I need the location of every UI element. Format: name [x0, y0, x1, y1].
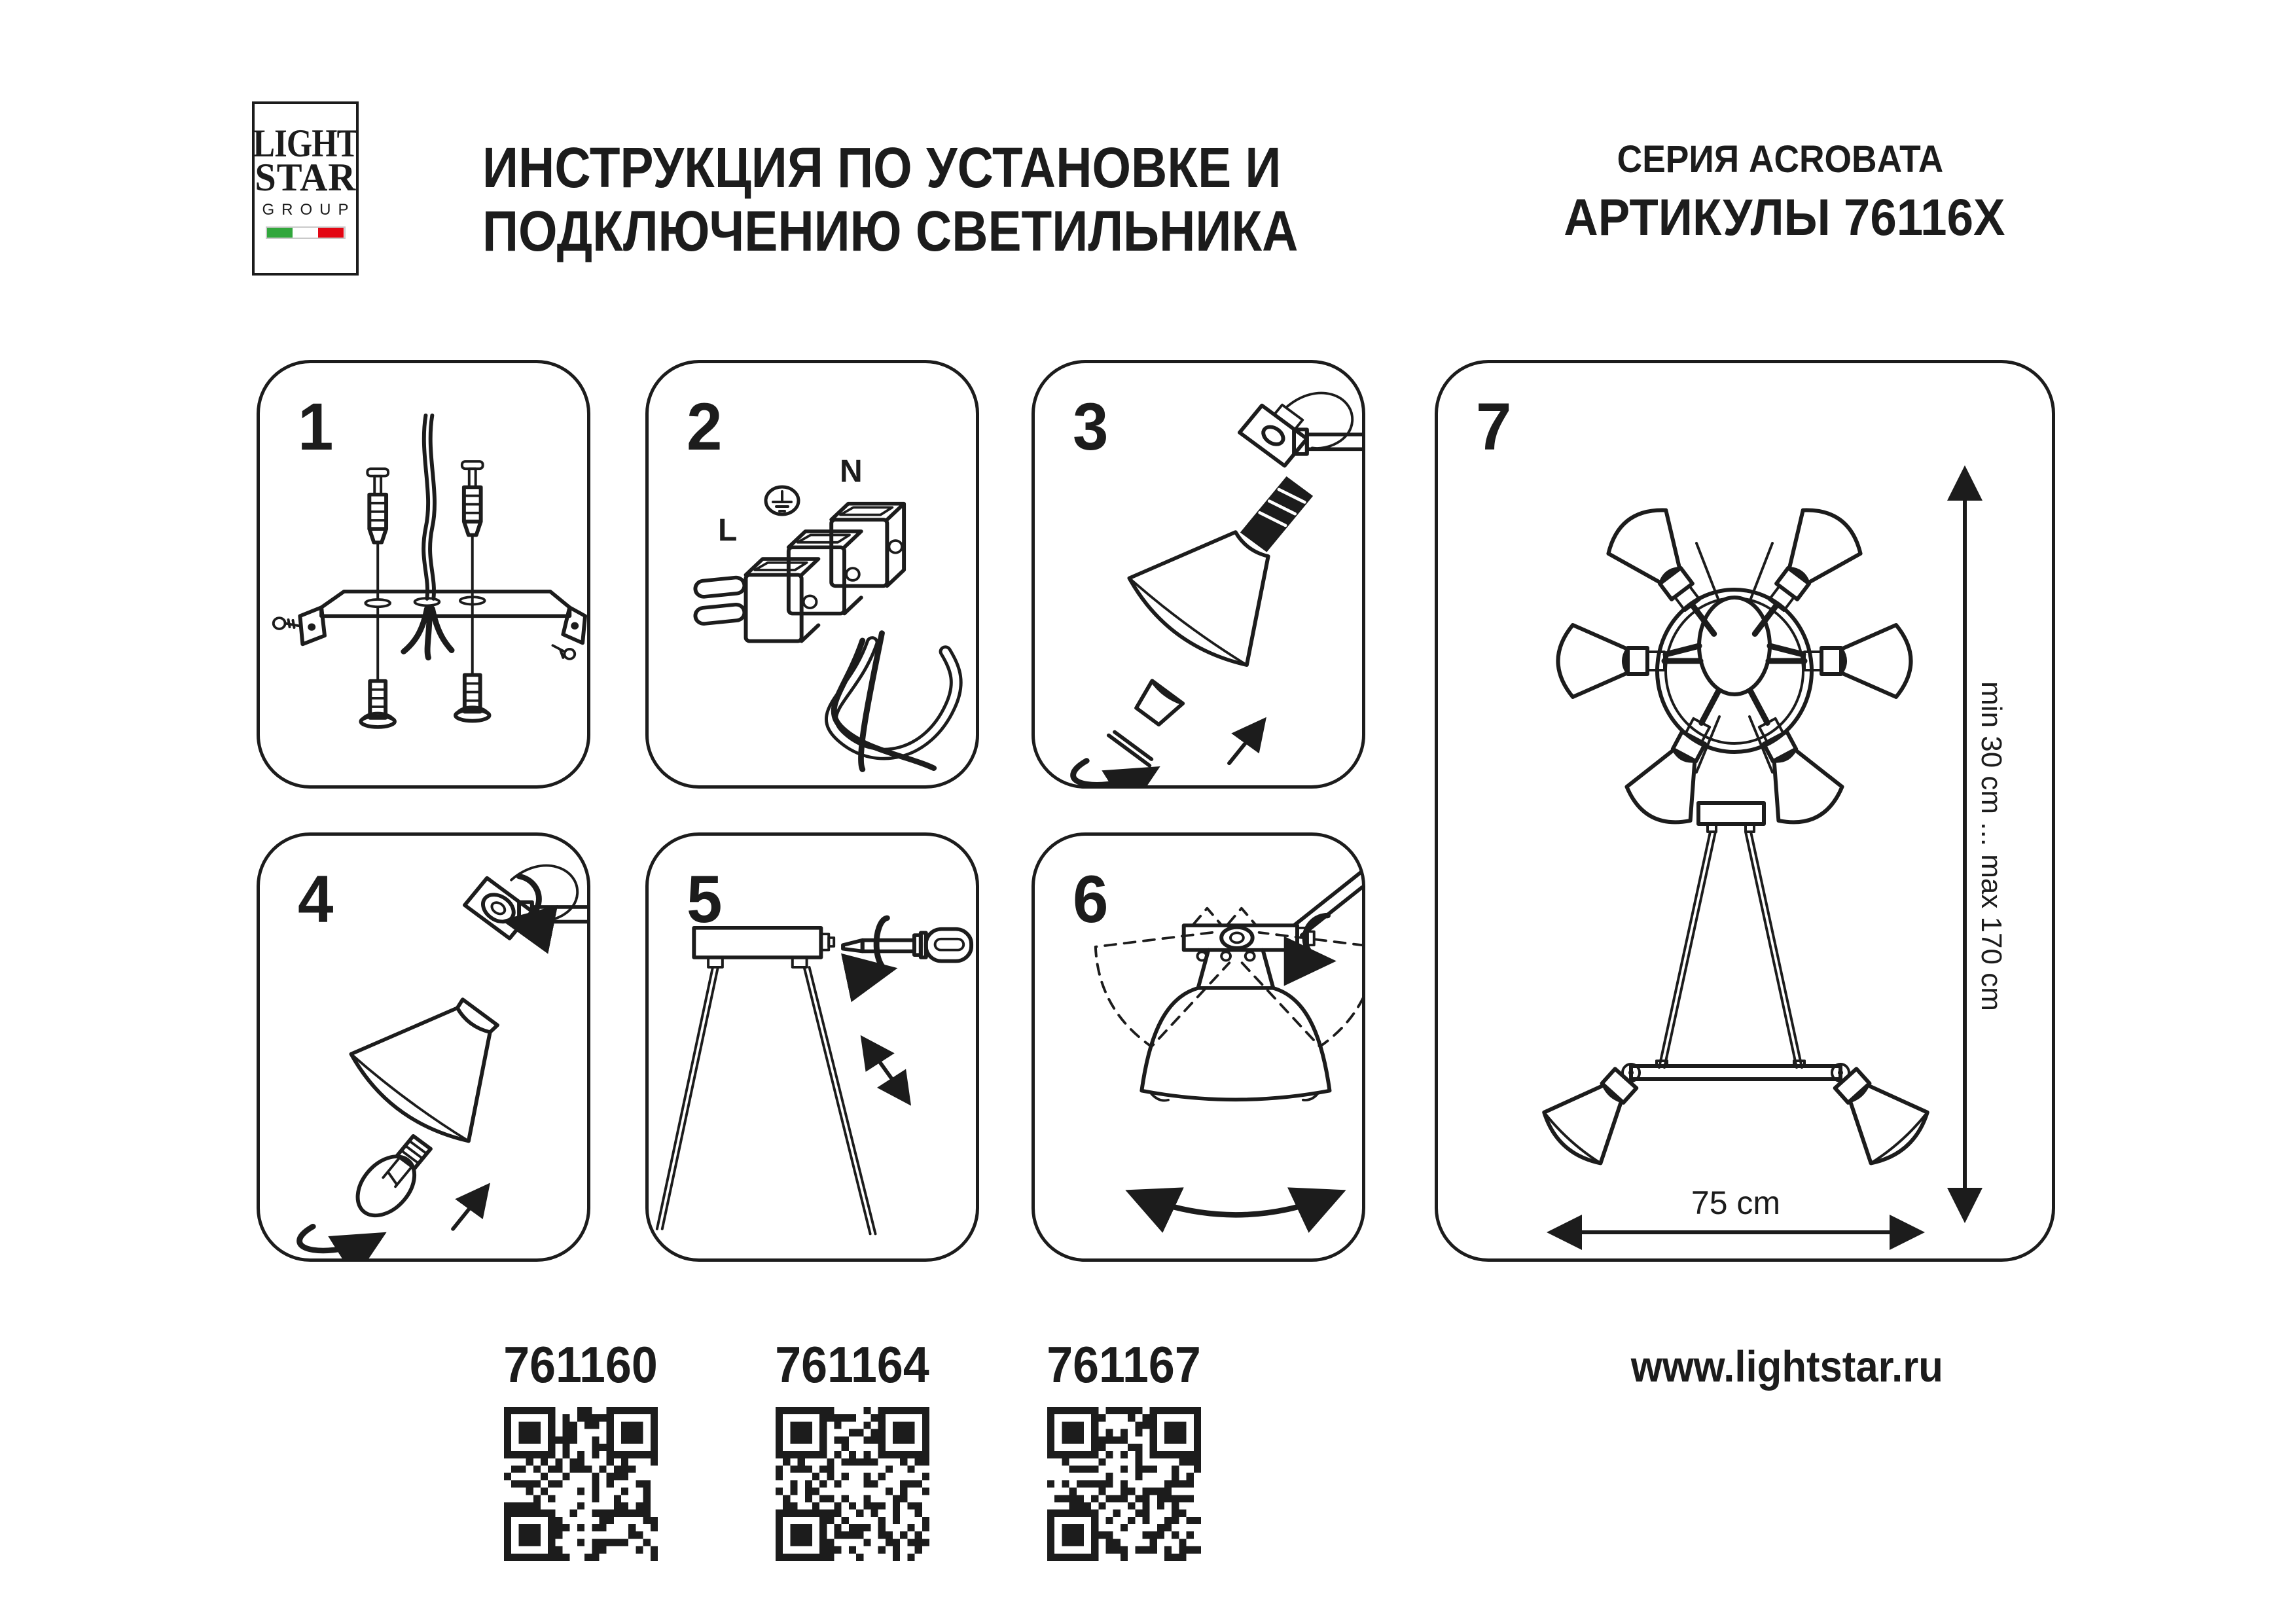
side-view [1537, 803, 1935, 1171]
lightstar-logo [252, 101, 359, 276]
title-line-1: ИНСТРУКЦИЯ ПО УСТАНОВКЕ И [482, 136, 1282, 200]
logo-text-star: STAR [255, 156, 356, 199]
website-url: www.lightstar.ru [1630, 1342, 1943, 1391]
logo-text-group: GROUP [262, 201, 356, 219]
terminal-label-L: L [718, 513, 738, 548]
step-6-illustration [1035, 836, 1362, 1258]
top-view [1558, 499, 1911, 834]
step-7-panel [1435, 360, 2055, 1262]
swivel-arrow-icon [1133, 1193, 1338, 1215]
terminal-block [746, 504, 905, 641]
wall-anchor-icon [367, 469, 388, 599]
height-dimension-label: min 30 cm ... max 170 cm [1975, 681, 2007, 1011]
cable-bundle [831, 633, 956, 770]
page-title [482, 136, 1409, 263]
insert-arrow-icon [453, 1187, 486, 1229]
step-6-panel [1031, 832, 1365, 1262]
qr-code [504, 1407, 658, 1561]
step-6-number: 6 [1073, 862, 1109, 936]
earth-ground-icon [764, 482, 800, 519]
canopy [694, 928, 821, 957]
step-1-illustration [260, 363, 587, 785]
step-7-illustration [1438, 363, 2052, 1258]
step-4-panel [257, 832, 590, 1262]
article-number-2: 761164 [775, 1336, 929, 1393]
screw-icon [456, 600, 489, 721]
rotate-arrow-icon [1073, 761, 1153, 785]
socket-cup [1132, 681, 1183, 728]
step-1-panel [257, 360, 590, 789]
screwdriver-icon [843, 929, 971, 961]
mains-cable [404, 416, 452, 658]
step-5-panel [645, 832, 979, 1262]
step-4-illustration [260, 836, 587, 1258]
step-5-illustration [649, 836, 976, 1258]
logo-text-light: LIGHT [252, 122, 359, 165]
rotate-arrow-icon [876, 918, 889, 970]
retaining-ring [1109, 730, 1154, 766]
qr-code [776, 1407, 929, 1561]
italian-flag-icon [266, 226, 346, 239]
step-3-number: 3 [1073, 389, 1109, 464]
articles-heading: АРТИКУЛЫ 76116X [1564, 188, 2005, 246]
screw-icon [361, 607, 394, 727]
step-4-number: 4 [298, 862, 334, 936]
article-number-3: 761167 [1047, 1336, 1201, 1393]
rotate-arrow-icon [300, 1226, 380, 1251]
series-name: СЕРИЯ ACROBATA [1617, 138, 1944, 181]
article-number-1: 761160 [503, 1336, 658, 1393]
insert-arrow-icon [1229, 722, 1263, 764]
height-adjust-arrow-icon [864, 1040, 908, 1101]
step-2-illustration [649, 363, 976, 785]
step-2-number: 2 [687, 389, 723, 464]
bulb-icon [346, 1129, 440, 1226]
title-line-2: ПОДКЛЮЧЕНИЮ СВЕТИЛЬНИКА [482, 200, 1299, 263]
step-3-panel [1031, 360, 1365, 789]
wall-anchor-icon [462, 461, 483, 599]
step-5-number: 5 [687, 862, 723, 936]
terminal-label-N: N [840, 454, 863, 489]
width-dimension-label: 75 cm [1691, 1185, 1781, 1221]
step-1-number: 1 [298, 389, 334, 464]
step-3-illustration [1035, 363, 1362, 785]
step-2-panel [645, 360, 979, 789]
step-7-number: 7 [1476, 389, 1512, 464]
qr-code [1047, 1407, 1201, 1561]
